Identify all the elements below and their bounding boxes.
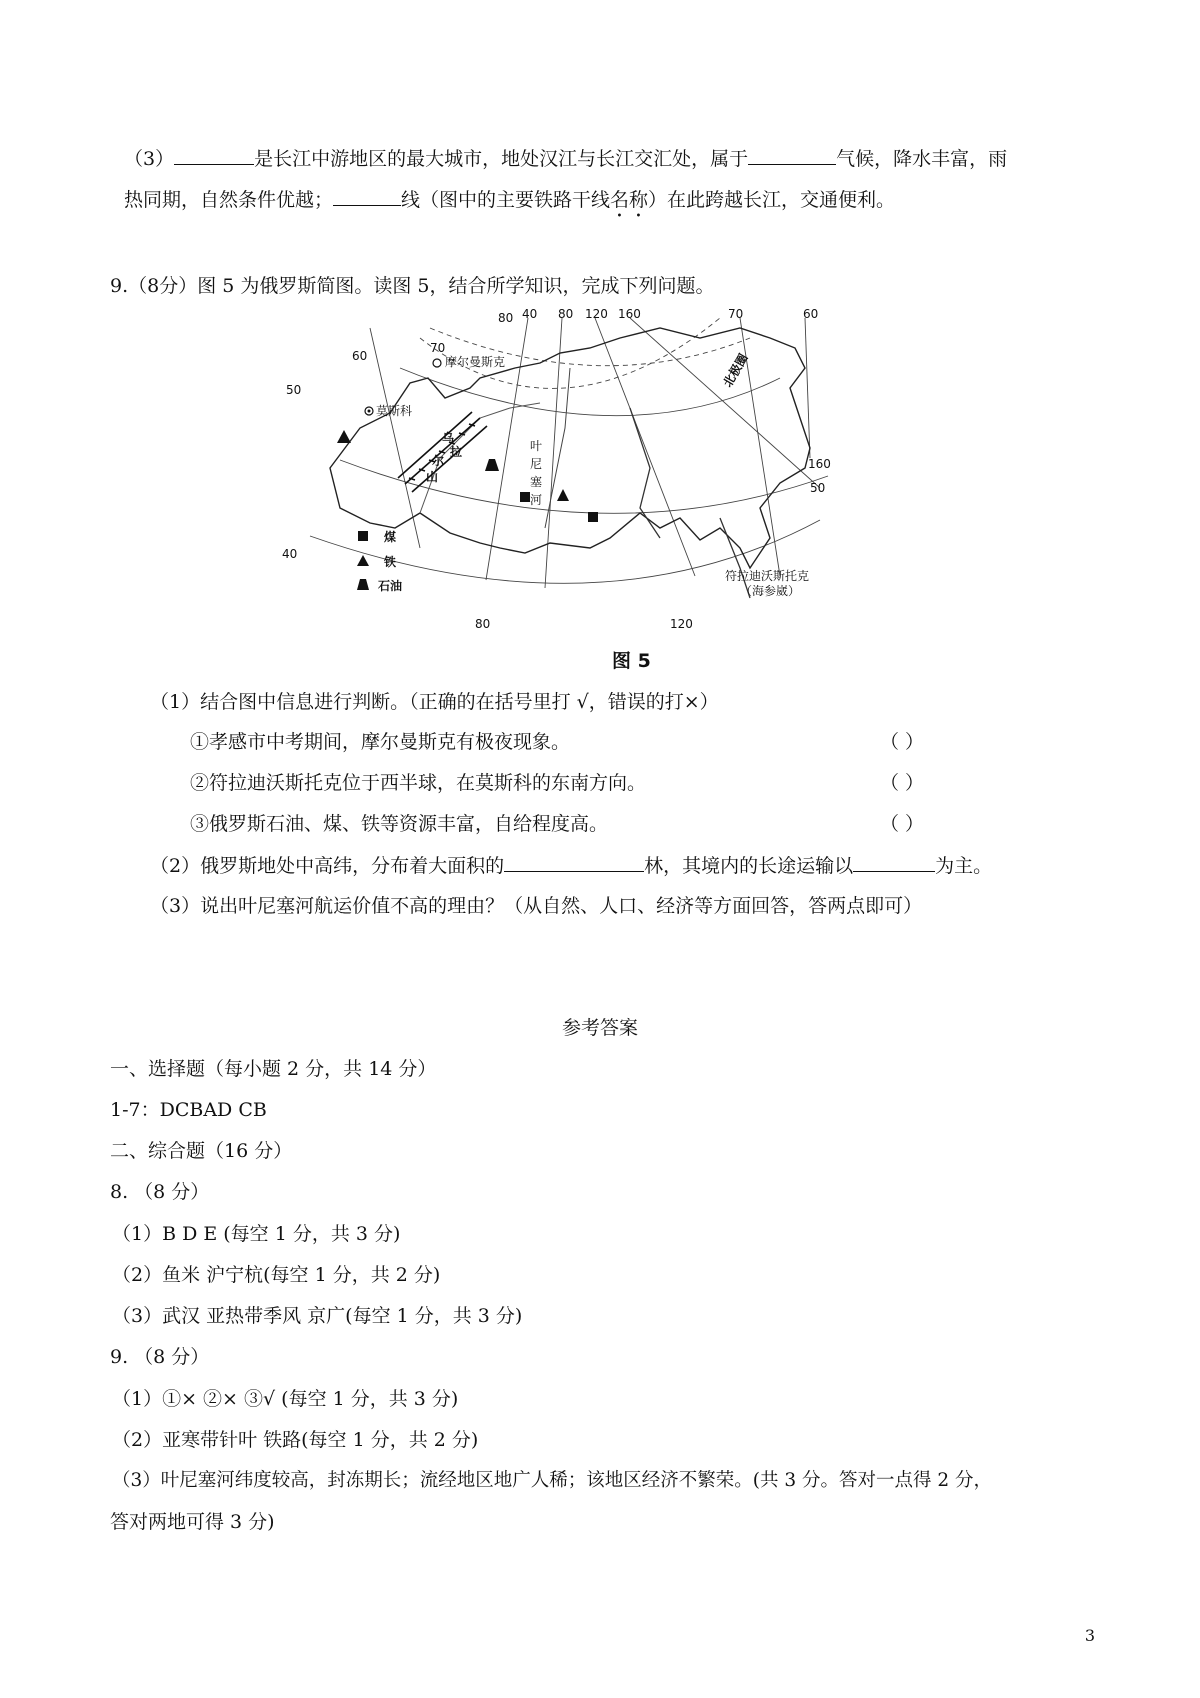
q9-intro: 9.（8分）图 5 为俄罗斯简图。读图 5，结合所学知识，完成下列问题。 [110,275,715,297]
answer-paren[interactable]: （ ） [880,731,925,753]
ural-label: 山 [426,470,439,484]
moscow-label: 莫斯科 [376,404,413,418]
legend-iron-label: 铁 [384,555,397,569]
answer-line: （2）亚寒带针叶 铁路(每空 1 分，共 2 分) [112,1429,479,1451]
graticule-label: 70 [728,307,744,321]
ural-label: 拉 [450,445,463,459]
answer-paren[interactable]: （ ） [880,772,925,794]
murmansk-label: 摩尔曼斯克 [445,355,506,369]
coal-marker [588,512,598,522]
graticule-label: 120 [670,617,693,631]
yenisei-label: 尼 [530,457,543,471]
vladivostok-sub-label: （海参崴） [740,584,801,598]
q9-3: （3）说出叶尼塞河航运价值不高的理由？（从自然、人口、经济等方面回答，答两点即可） [150,895,923,917]
legend-coal-label: 煤 [384,530,397,544]
q8-3-line1: （3） 是长江中游地区的最大城市，地处汉江与长江交汇处，属于 气候，降水丰富，雨 [124,144,1007,173]
oil-marker [485,459,499,471]
graticule-label: 160 [808,457,831,471]
latitude-line [340,460,828,513]
graticule-label: 60 [352,349,368,363]
answers-title: 参考答案 [561,1017,638,1039]
yenisei-label: 河 [530,493,543,507]
graticule-label: 160 [618,307,641,321]
iron-marker [557,489,569,501]
answer-line: （1）①× ②× ③√ (每空 1 分，共 3 分) [112,1388,459,1410]
answer-line: （3）叶尼塞河纬度较高，封冻期长；流经地区地广人稀；该地区经济不繁荣。(共 3 分。答对一点得 2 分， [112,1470,993,1491]
answer-line: （2）鱼米 沪宁杭(每空 1 分，共 2 分) [112,1264,441,1286]
answer-line: 9. （8 分） [110,1346,210,1368]
graticule-label: 80 [475,617,491,631]
answer-line: 8. （8 分） [110,1181,210,1203]
ural-label: 乌 [442,431,455,445]
coal-marker [520,492,530,502]
yenisei-label: 叶 [530,439,543,453]
answer-blank[interactable] [174,144,254,165]
ural-mountains [398,412,487,492]
q8-3-line2: 热同期，自然条件优越； 线（图中的主要铁路干线名称）在此跨越长江，交通便利。 [124,185,895,222]
answer-line: 二、综合题（16 分） [110,1140,293,1162]
latitude-line [400,368,780,416]
legend-iron-icon [357,555,369,566]
answer-blank[interactable] [333,185,401,206]
legend-oil-icon [357,579,369,590]
answer-line: 1-7：DCBAD CB [110,1099,267,1121]
answer-blank[interactable] [853,851,935,872]
graticule-label: 80 [498,311,514,325]
q9-1-item: ①孝感市中考期间，摩尔曼斯克有极夜现象。 [190,731,571,753]
arctic-circle-label: 北极圈 [720,351,751,390]
q9-1-item: ③俄罗斯石油、煤、铁等资源丰富，自给程度高。 [190,813,609,835]
legend-coal-icon [358,531,368,541]
figure-caption: 图 5 [612,650,651,672]
answer-line: 答对两地可得 3 分) [110,1511,275,1533]
answer-paren[interactable]: （ ） [880,813,925,835]
answer-line: 一、选择题（每小题 2 分，共 14 分） [110,1058,437,1080]
graticule-label: 50 [286,383,302,397]
graticule-label: 60 [803,307,819,321]
graticule-label: 70 [430,341,446,355]
iron-marker [337,430,351,443]
yenisei-label: 塞 [530,475,543,489]
legend-oil-label: 石油 [378,579,403,593]
ural-label: 尔 [432,454,445,468]
meridian-line [370,328,420,548]
graticule-label: 120 [585,307,608,321]
answer-blank[interactable] [504,851,644,872]
russia-map [282,307,920,658]
graticule-label: 40 [522,307,538,321]
page-number: 3 [1084,1626,1095,1645]
q9-1-intro: （1）结合图中信息进行判断。（正确的在括号里打 √，错误的打×） [150,691,719,713]
answer-blank[interactable] [748,144,836,165]
q9-2: （2）俄罗斯地处中高纬，分布着大面积的 林，其境内的长途运输以 为主。 [150,851,992,880]
graticule-label: 80 [558,307,574,321]
answer-line: （1）B D E (每空 1 分，共 3 分) [112,1223,401,1245]
answer-line: （3）武汉 亚热带季风 京广(每空 1 分，共 3 分) [112,1305,523,1327]
murmansk-marker [433,359,441,367]
meridian-line [630,318,820,488]
moscow-marker-center [368,410,371,413]
graticule-label: 50 [810,481,826,495]
latitude-dashed [420,318,720,388]
graticule-label: 40 [282,547,298,561]
vladivostok-label: 符拉迪沃斯托克 [725,569,810,583]
q9-1-item: ②符拉迪沃斯托克位于西半球，在莫斯科的东南方向。 [190,772,647,794]
